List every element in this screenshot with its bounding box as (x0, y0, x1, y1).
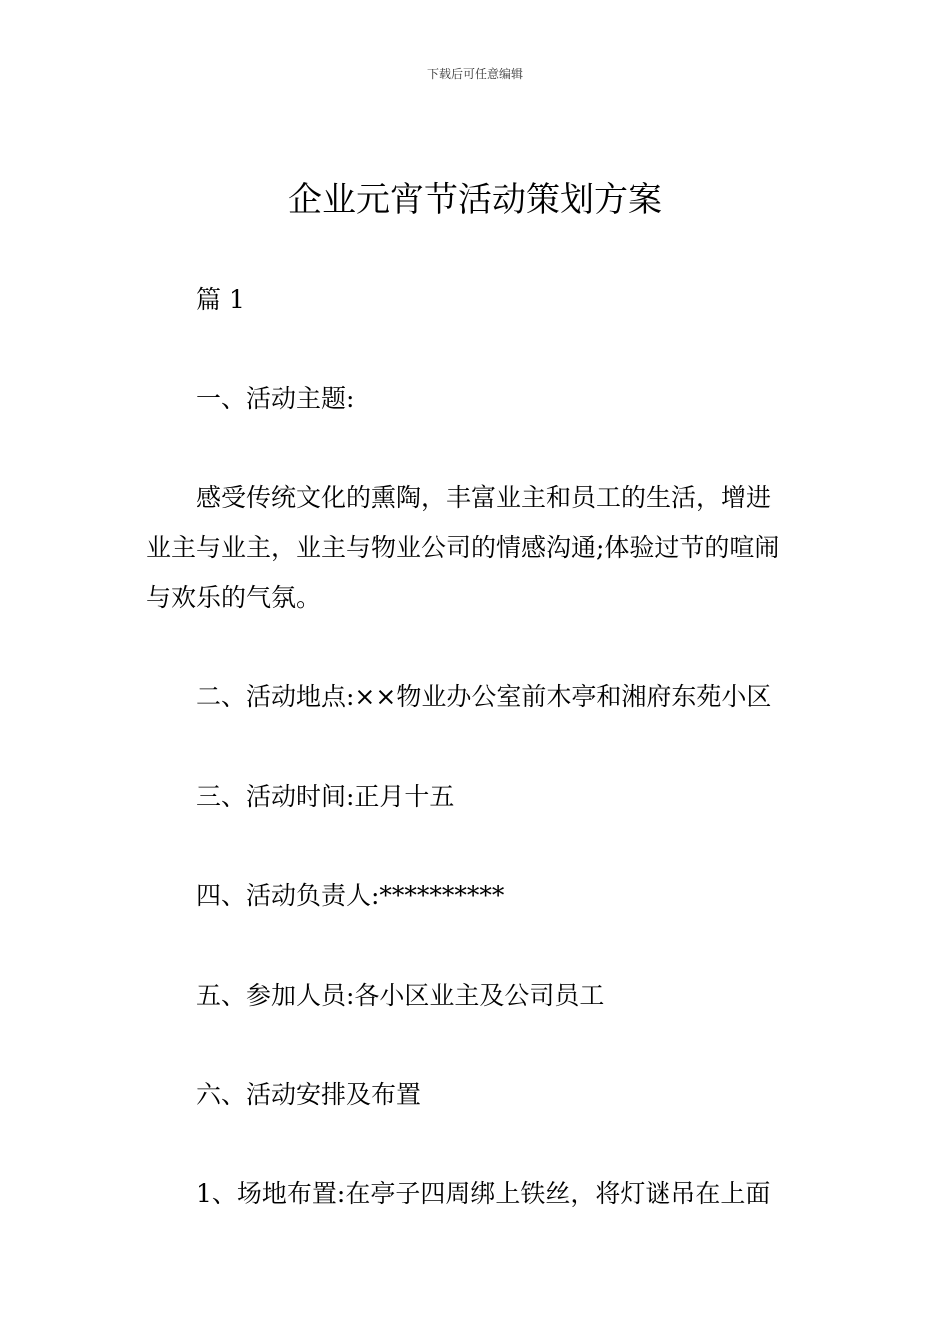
arrangement-heading: 六、活动安排及布置 (196, 1080, 422, 1109)
person-in-charge-line: 四、活动负责人:********** (196, 881, 505, 910)
theme-paragraph (146, 473, 810, 623)
participants-line: 五、参加人员:各小区业主及公司员工 (196, 981, 605, 1010)
theme-heading: 一、活动主题: (196, 384, 355, 413)
theme-line: 与欢乐的气氛。 (146, 583, 322, 612)
venue-layout-line: 1、场地布置:在亭子四周绑上铁丝，将灯谜吊在上面 (196, 1179, 771, 1208)
theme-line: 感受传统文化的熏陶，丰富业主和员工的生活，增进 (196, 483, 772, 512)
time-line: 三、活动时间:正月十五 (196, 782, 455, 811)
document-title: 企业元宵节活动策划方案 (288, 180, 662, 220)
location-line: 二、活动地点:××物业办公室前木亭和湘府东苑小区 (196, 682, 772, 711)
theme-line: 业主与业主，业主与物业公司的情感沟通;体验过节的喧闹 (146, 533, 780, 562)
section-label: 篇 1 (196, 285, 245, 314)
header-note: 下载后可任意编辑 (426, 67, 523, 81)
